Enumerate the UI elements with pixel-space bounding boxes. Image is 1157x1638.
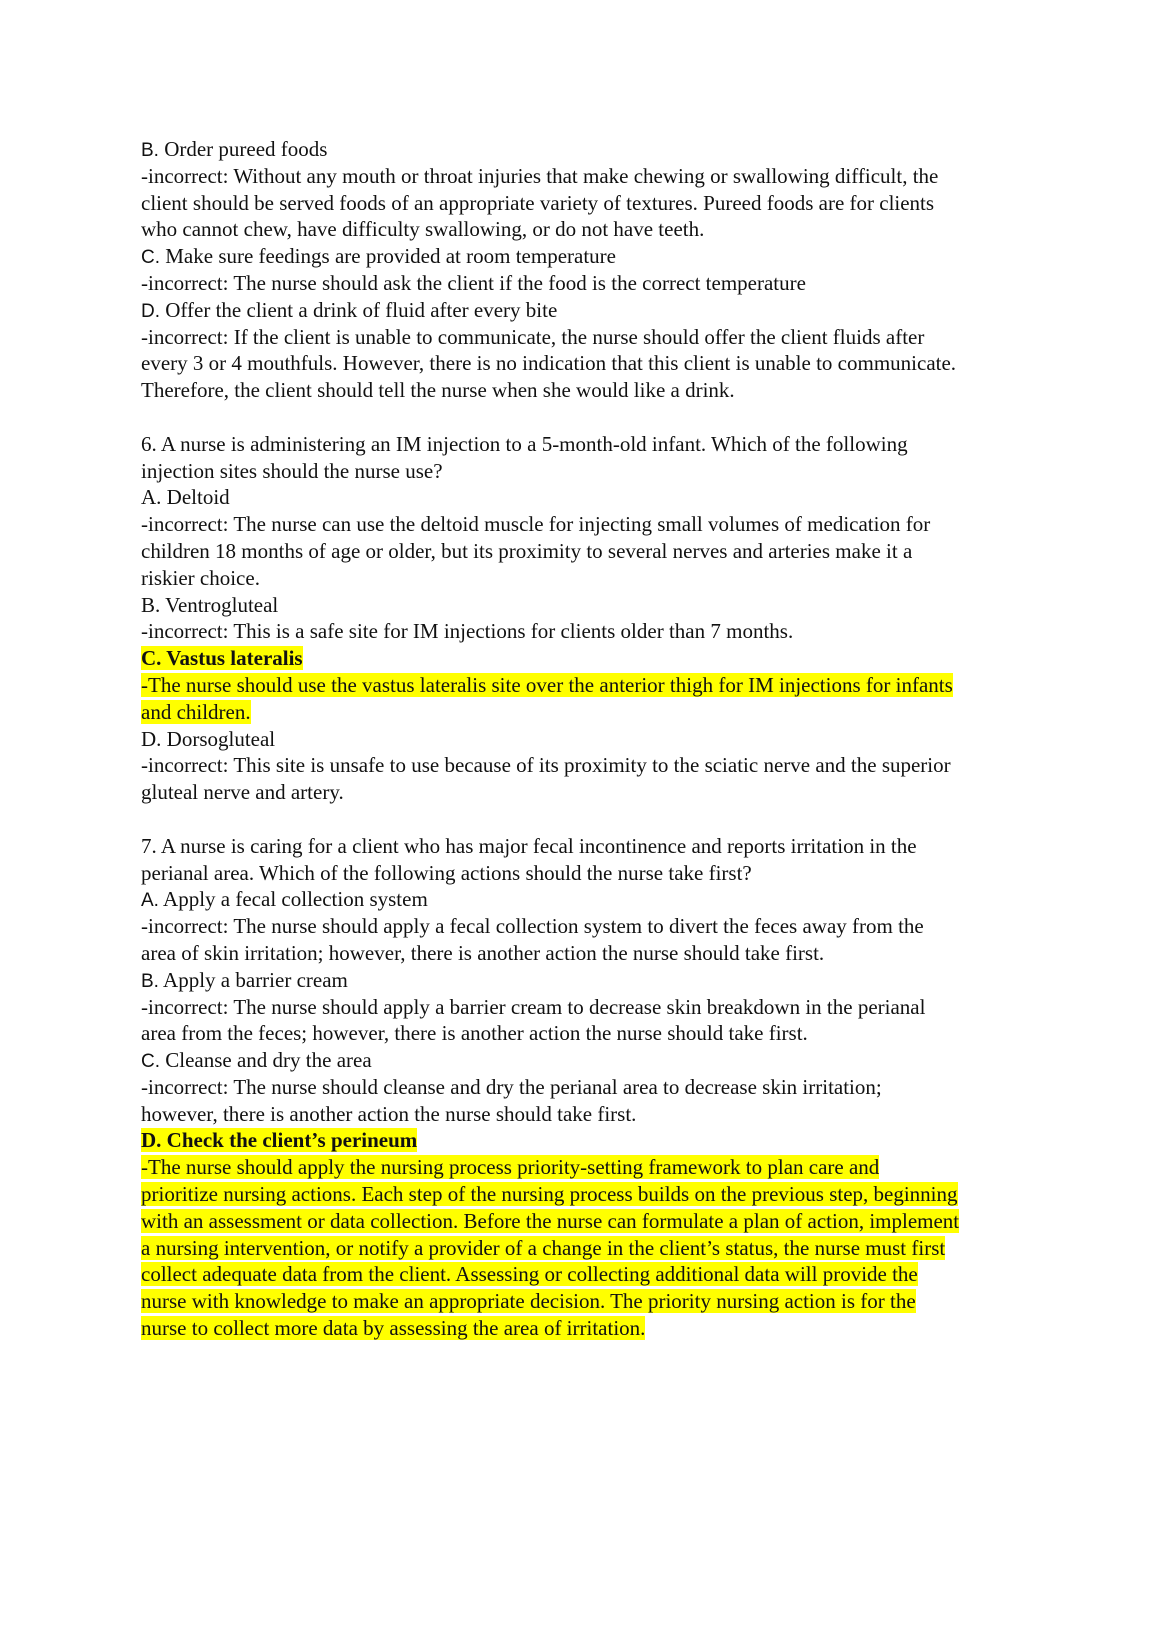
question-stem-line: 7. A nurse is caring for a client who has major fecal incontinence and reports irritation in the xyxy=(141,833,917,858)
highlighted-text: -The nurse should use the vastus lateralis site over the anterior thigh for IM injections for infants xyxy=(141,672,953,697)
highlighted-text: collect adequate data from the client. Assessing or collecting additional data will provide the xyxy=(141,1262,918,1287)
highlighted-text: nurse with knowledge to make an appropriate decision. The priority nursing action is for the xyxy=(141,1289,916,1314)
option-text: Order pureed foods xyxy=(164,137,328,161)
highlighted-text: -The nurse should apply the nursing process priority-setting framework to plan care and xyxy=(141,1155,880,1180)
highlighted-text: prioritize nursing actions. Each step of the nursing process builds on the previous step, beginning xyxy=(141,1182,958,1207)
rationale-line: -incorrect: If the client is unable to communicate, the nurse should offer the client fluids after xyxy=(141,324,925,349)
option-text: Cleanse and dry the area xyxy=(165,1048,372,1073)
correct-answer-line xyxy=(141,1127,1061,1154)
answer-option xyxy=(141,886,1061,913)
rationale-line: -incorrect: The nurse can use the deltoid muscle for injecting small volumes of medication for xyxy=(141,512,931,537)
answer-option: B. Ventrogluteal xyxy=(141,592,279,617)
correct-rationale-line xyxy=(141,1261,1061,1288)
correct-rationale-line xyxy=(141,1208,1061,1235)
answer-option xyxy=(141,243,1061,270)
option-letter: A. xyxy=(141,890,159,912)
rationale-line: children 18 months of age or older, but its proximity to several nerves and arteries make it a xyxy=(141,538,913,563)
correct-rationale-line xyxy=(141,1288,1061,1315)
highlighted-text: a nursing intervention, or notify a provider of a change in the client’s status, the nurse must first xyxy=(141,1235,946,1260)
question-stem-line: injection sites should the nurse use? xyxy=(141,458,443,483)
option-text: Make sure feedings are provided at room temperature xyxy=(165,244,616,269)
rationale-line: client should be served foods of an appropriate variety of textures. Pureed foods are for clients xyxy=(141,190,935,215)
rationale-line: gluteal nerve and artery. xyxy=(141,780,344,805)
document-body xyxy=(141,136,1061,1342)
answer-option xyxy=(141,967,1061,994)
correct-rationale-line xyxy=(141,1181,1061,1208)
correct-rationale-line xyxy=(141,1315,1061,1342)
option-letter: C. xyxy=(141,1051,160,1073)
option-letter: B. xyxy=(141,970,159,992)
answer-option xyxy=(141,136,1061,163)
option-letter: C. xyxy=(141,247,160,269)
question-stem-line: 6. A nurse is administering an IM injection to a 5-month-old infant. Which of the following xyxy=(141,431,908,456)
highlighted-text: and children. xyxy=(141,699,251,724)
option-text: Apply a barrier cream xyxy=(163,967,348,992)
rationale-line: who cannot chew, have difficulty swallowing, or do not have teeth. xyxy=(141,217,705,242)
highlighted-text: with an assessment or data collection. Before the nurse can formulate a plan of action, implement xyxy=(141,1208,960,1233)
correct-answer-option: D. Check the client’s perineum xyxy=(141,1128,418,1153)
correct-rationale-line xyxy=(141,699,1061,726)
rationale-line: -incorrect: The nurse should apply a barrier cream to decrease skin breakdown in the perianal xyxy=(141,994,926,1019)
option-text: Apply a fecal collection system xyxy=(163,887,428,912)
option-letter: D. xyxy=(141,300,160,322)
correct-rationale-line xyxy=(141,672,1061,699)
paragraph-spacer xyxy=(141,404,1061,431)
highlighted-text: nurse to collect more data by assessing the area of irritation. xyxy=(141,1316,646,1341)
rationale-line: area of skin irritation; however, there is another action the nurse should take first. xyxy=(141,940,825,965)
rationale-line: -incorrect: The nurse should ask the client if the food is the correct temperature xyxy=(141,270,806,295)
rationale-line: -incorrect: Without any mouth or throat injuries that make chewing or swallowing difficult, the xyxy=(141,163,939,188)
correct-answer-line xyxy=(141,645,1061,672)
rationale-line: -incorrect: The nurse should apply a fecal collection system to divert the feces away from the xyxy=(141,914,924,939)
answer-option: A. Deltoid xyxy=(141,485,230,510)
answer-option: D. Dorsogluteal xyxy=(141,726,276,751)
paragraph-spacer xyxy=(141,806,1061,833)
correct-answer-option: C. Vastus lateralis xyxy=(141,646,303,671)
rationale-line: -incorrect: This site is unsafe to use because of its proximity to the sciatic nerve and the superior xyxy=(141,753,951,778)
answer-option xyxy=(141,1047,1061,1074)
correct-rationale-line xyxy=(141,1235,1061,1262)
rationale-line: area from the feces; however, there is another action the nurse should take first. xyxy=(141,1021,808,1046)
rationale-line: every 3 or 4 mouthfuls. However, there is no indication that this client is unable to communicate. xyxy=(141,351,957,376)
option-letter: B. xyxy=(141,140,159,161)
option-text: Offer the client a drink of fluid after every bite xyxy=(165,297,558,322)
rationale-line: Therefore, the client should tell the nurse when she would like a drink. xyxy=(141,378,735,403)
rationale-line: -incorrect: The nurse should cleanse and dry the perianal area to decrease skin irritation; xyxy=(141,1074,882,1099)
rationale-line: -incorrect: This is a safe site for IM injections for clients older than 7 months. xyxy=(141,619,794,644)
rationale-line: riskier choice. xyxy=(141,565,260,590)
correct-rationale-line xyxy=(141,1154,1061,1181)
answer-option xyxy=(141,297,1061,324)
question-stem-line: perianal area. Which of the following actions should the nurse take first? xyxy=(141,860,752,885)
rationale-line: however, there is another action the nurse should take first. xyxy=(141,1101,637,1126)
